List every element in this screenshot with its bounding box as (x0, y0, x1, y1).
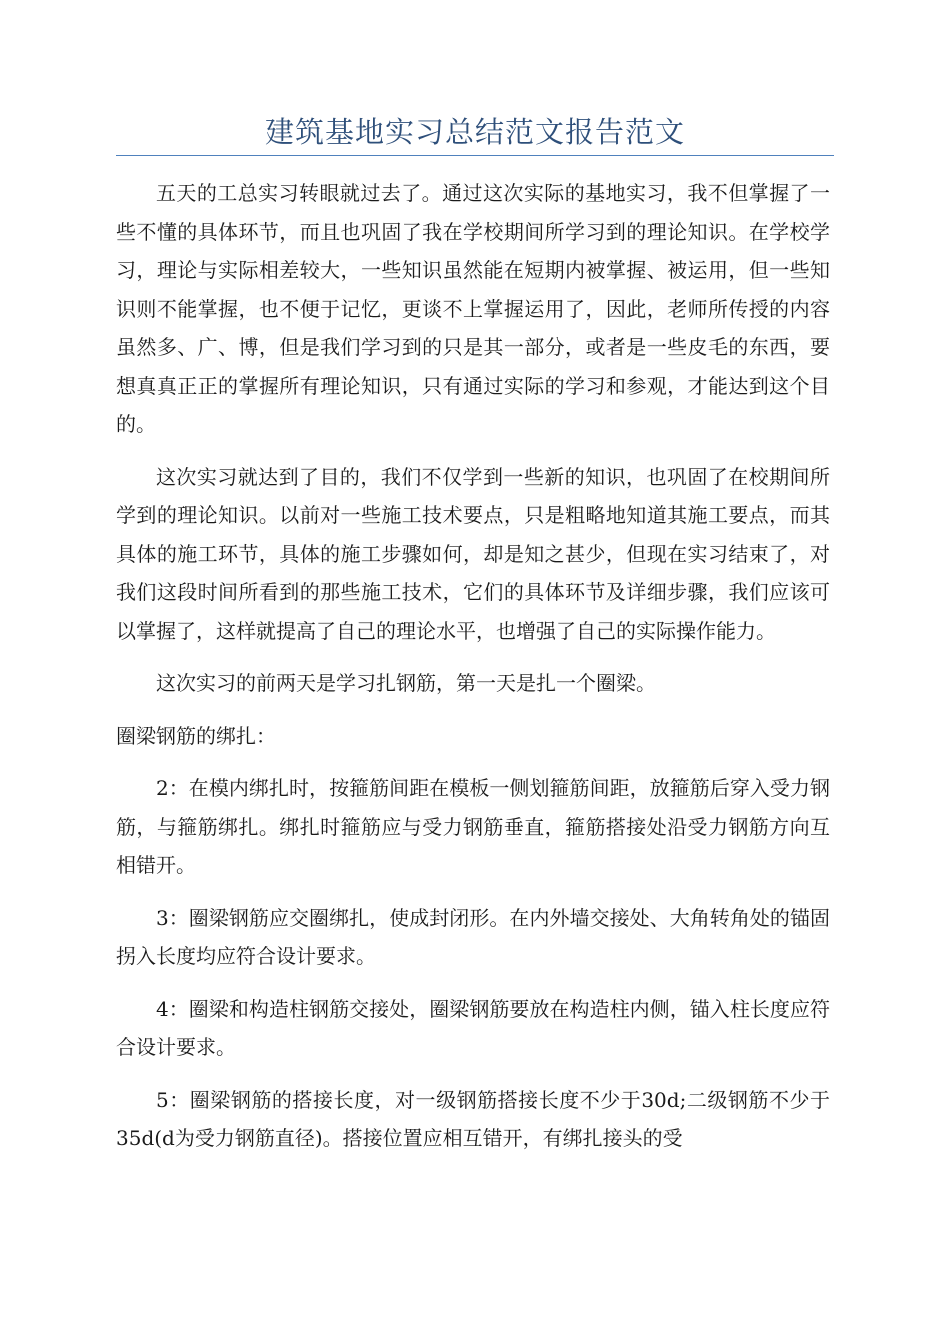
document-body (116, 174, 830, 1172)
paragraph-step-4: 4：圈梁和构造柱钢筋交接处，圈梁钢筋要放在构造柱内侧，锚入柱长度应符合设计要求。 (116, 996, 830, 1059)
paragraph-rebar-training: 这次实习的前两天是学习扎钢筋，第一天是扎一个圈梁。 (156, 671, 656, 695)
paragraph-step-2: 2：在模内绑扎时，按箍筋间距在模板一侧划箍筋间距，放箍筋后穿入受力钢筋，与箍筋绑扎。绑扎时箍筋应与受力钢筋垂直，箍筋搭接处沿受力钢筋方向互相错开。 (116, 776, 830, 877)
paragraph-step-3: 3：圈梁钢筋应交圈绑扎，使成封闭形。在内外墙交接处、大角转角处的锚固拐入长度均应符合设计要求。 (116, 905, 830, 968)
document-title: 建筑基地实习总结范文报告范文 (264, 115, 685, 149)
paragraph-achievement: 这次实习就达到了目的，我们不仅学到一些新的知识，也巩固了在校期间所学到的理论知识。以前对一些施工技术要点，只是粗略地知道其施工要点，而其具体的施工环节，具体的施工步骤如何，却是知之甚少，但现在实习结束了，对我们这段时间所看到的那些施工技术，它们的具体环节及详细步骤，我们应该可以掌握了，这样就提高了自己的理论水平，也增强了自己的实际操作能力。 (116, 464, 830, 643)
paragraph-intro: 五天的工总实习转眼就过去了。通过这次实际的基地实习，我不但掌握了一些不懂的具体环节，而且也巩固了我在学校期间所学习到的理论知识。在学校学习，理论与实际相差较大，一些知识虽然能在短期内被掌握、被运用，但一些知识则不能掌握，也不便于记忆，更谈不上掌握运用了，因此，老师所传授的内容虽然多、广、博，但是我们学习到的只是其一部分，或者是一些皮毛的东西，要想真真正正的掌握所有理论知识，只有通过实际的学习和参观，才能达到这个目的。 (116, 181, 830, 436)
paragraph-step-5: 5：圈梁钢筋的搭接长度，对一级钢筋搭接长度不少于30d;二级钢筋不少于35d(d为受力钢筋直径)。搭接位置应相互错开，有绑扎接头的受 (116, 1087, 830, 1150)
title-underline (116, 155, 834, 156)
section-heading-ring-beam: 圈梁钢筋的绑扎： (116, 723, 276, 748)
